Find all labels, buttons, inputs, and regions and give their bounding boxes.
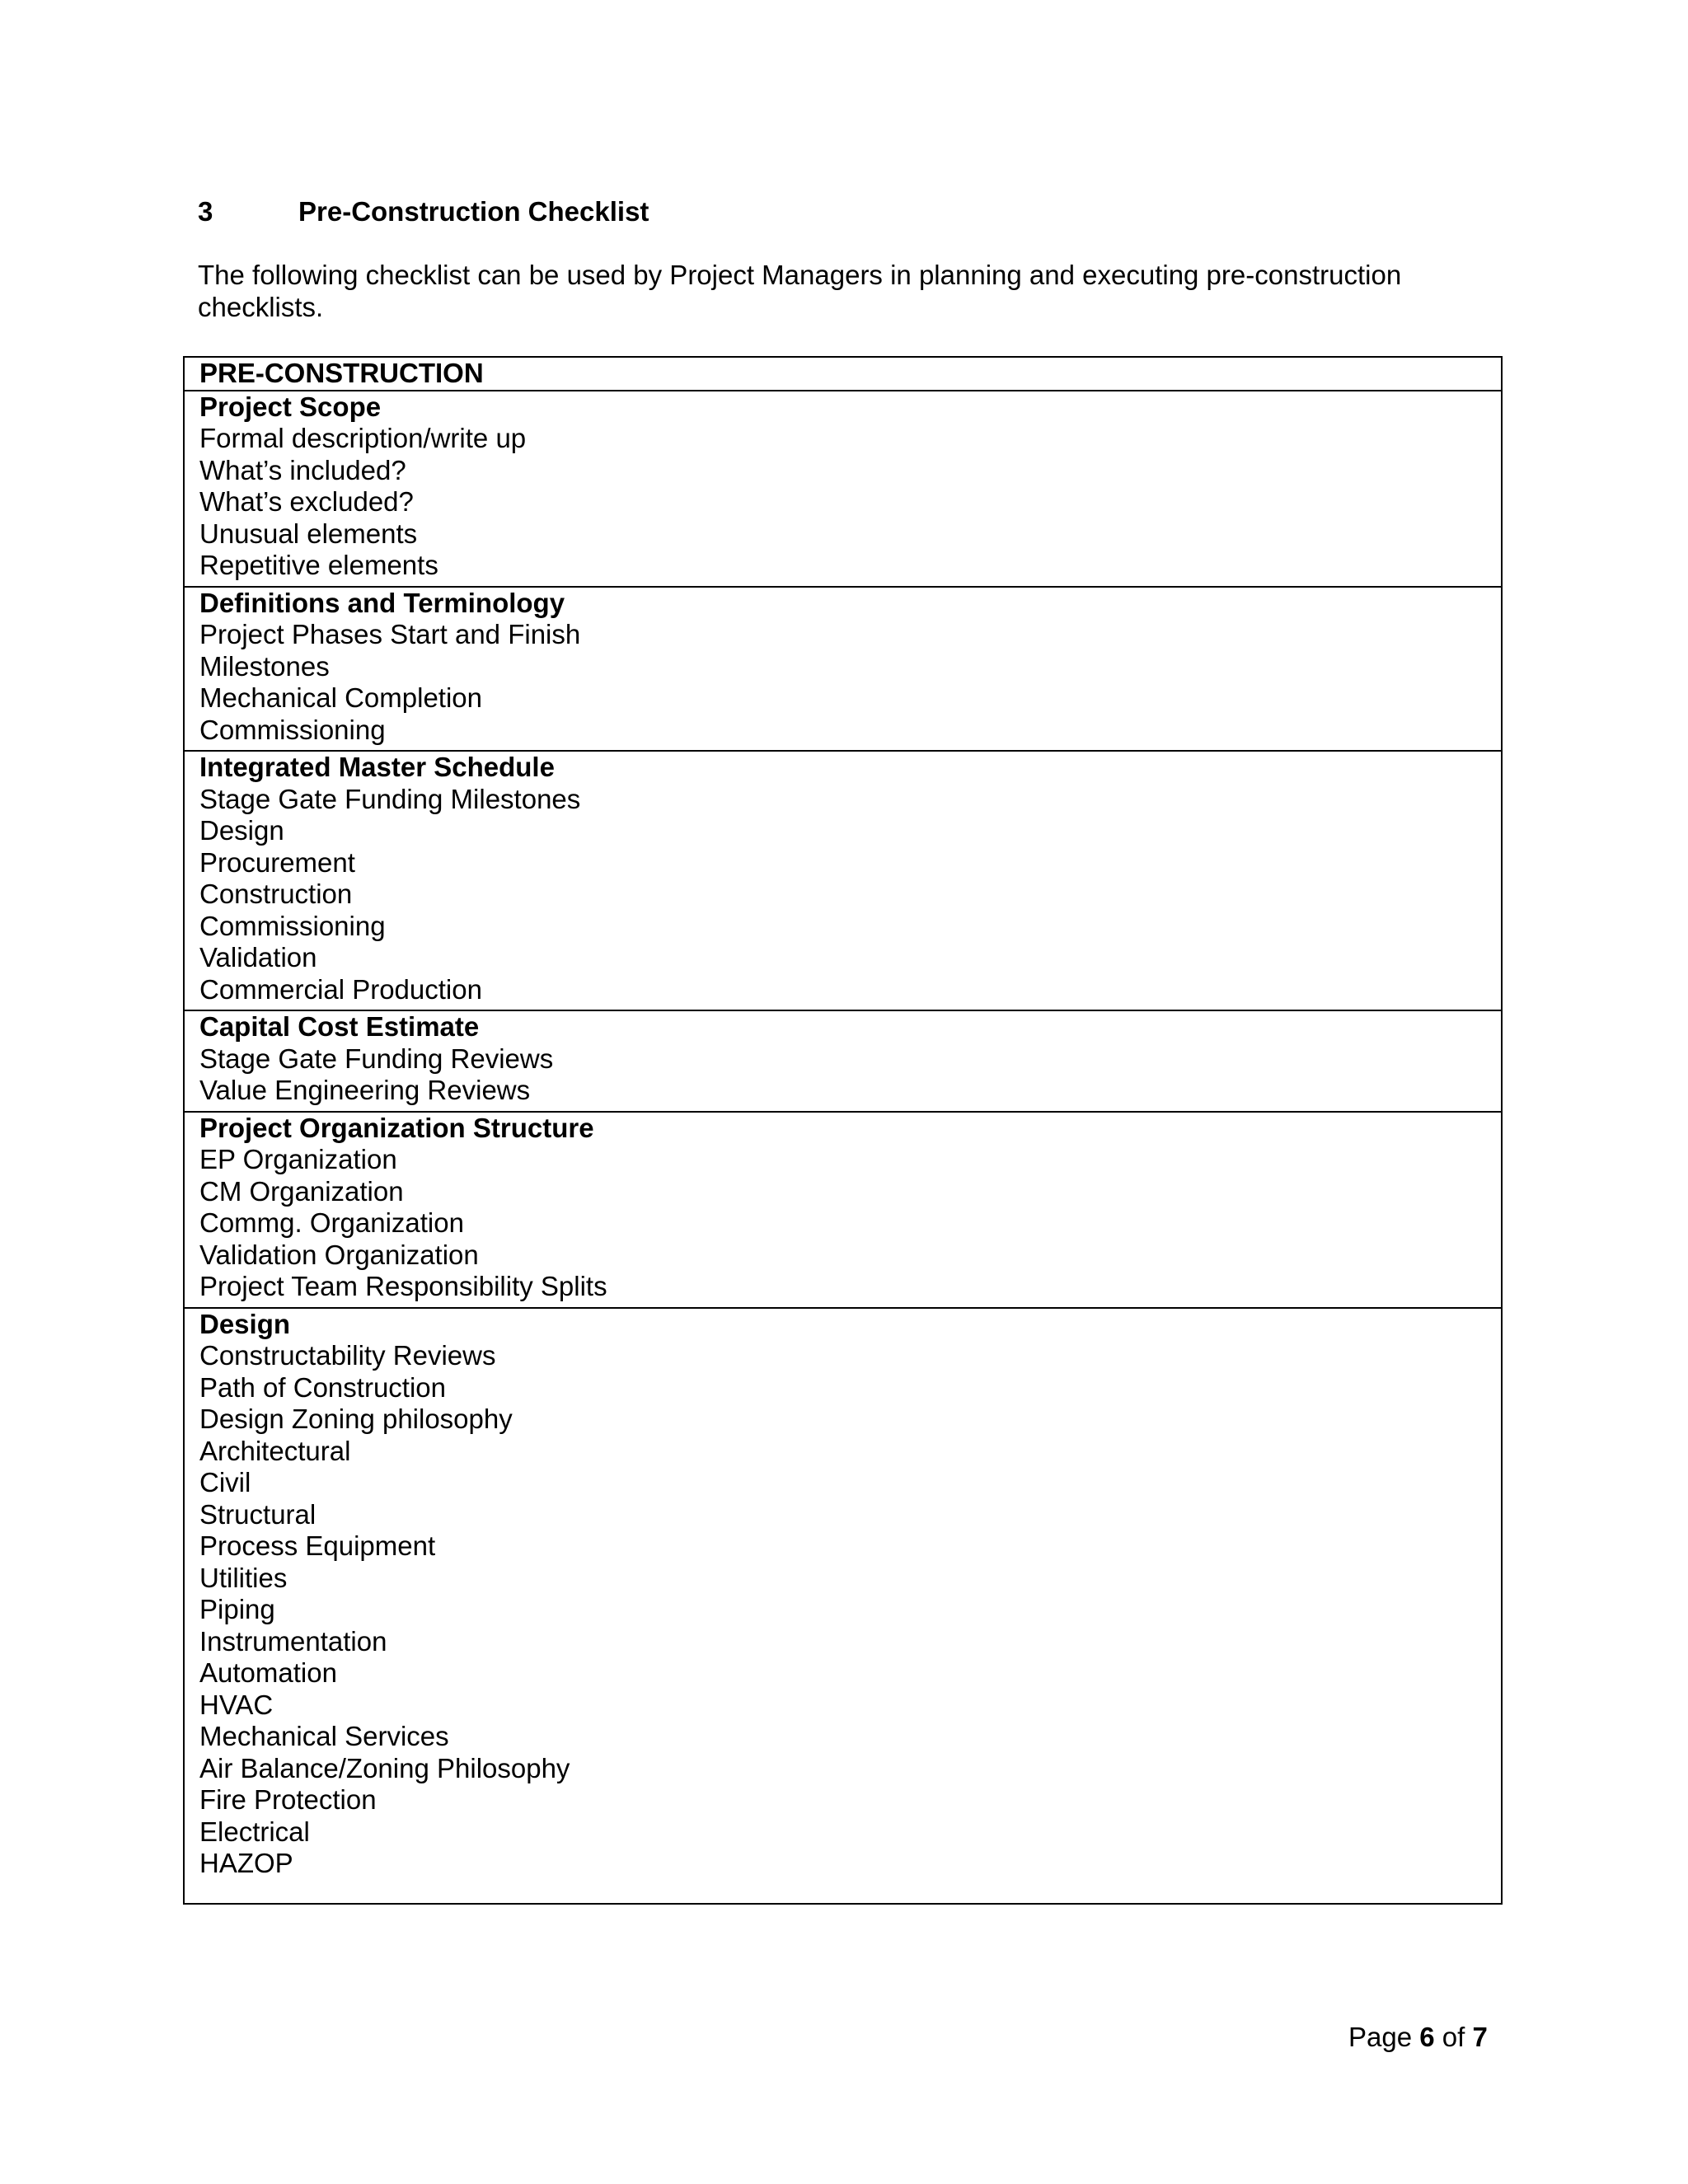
checklist-item: What’s excluded? — [199, 486, 414, 517]
checklist-body — [184, 357, 1502, 1904]
table-header-row — [184, 357, 1502, 391]
checklist-item: Commissioning — [199, 714, 386, 745]
checklist-item: Process Equipment — [199, 1530, 436, 1561]
checklist-item: Project Team Responsibility Splits — [199, 1271, 607, 1301]
checklist-item: Civil — [199, 1467, 251, 1497]
checklist-item: Structural — [199, 1498, 316, 1530]
checklist-group-cell — [184, 1308, 1502, 1904]
current-page: 6 — [1419, 2022, 1435, 2052]
checklist-item: Design — [199, 815, 284, 846]
checklist-item: Stage Gate Funding Milestones — [199, 783, 581, 814]
checklist-group-title: Integrated Master Schedule — [199, 752, 555, 782]
checklist-item: Value Engineering Reviews — [199, 1075, 531, 1105]
checklist-item: Utilities — [199, 1562, 288, 1593]
checklist-item: Procurement — [199, 846, 355, 878]
checklist-item: Repetitive elements — [199, 550, 438, 580]
section-title: Pre-Construction Checklist — [298, 196, 649, 227]
checklist-item: Commg. Organization — [199, 1207, 464, 1238]
checklist-group-cell — [184, 1010, 1502, 1112]
page-number — [1348, 2021, 1488, 2054]
checklist-group-title: Definitions and Terminology — [199, 587, 565, 618]
checklist-item: HVAC — [199, 1689, 274, 1720]
checklist-group-row — [184, 1308, 1502, 1904]
checklist-item: Mechanical Completion — [199, 682, 483, 713]
total-pages: 7 — [1472, 2022, 1488, 2052]
checklist-group-title: Capital Cost Estimate — [199, 1011, 480, 1042]
section-number: 3 — [198, 196, 213, 227]
checklist-item: Path of Construction — [199, 1371, 446, 1403]
checklist-item: Unusual elements — [199, 518, 418, 549]
checklist-item: Automation — [199, 1657, 337, 1688]
checklist-item: Formal description/write up — [199, 423, 527, 453]
table-header: PRE-CONSTRUCTION — [184, 357, 1502, 391]
checklist-group-title: Project Organization Structure — [199, 1112, 594, 1143]
checklist-item: Piping — [199, 1594, 275, 1624]
intro-paragraph: The following checklist can be used by Project Managers in planning and executing pre-construction checklists. — [198, 260, 1402, 322]
checklist-item: Design Zoning philosophy — [199, 1404, 513, 1434]
checklist-item: Construction — [199, 879, 353, 909]
section-heading — [198, 195, 649, 228]
checklist-item: Project Phases Start and Finish — [199, 619, 581, 649]
checklist-group-cell — [184, 391, 1502, 587]
checklist-item: Fire Protection — [199, 1784, 377, 1815]
checklist-item: Validation Organization — [199, 1239, 479, 1270]
checklist-group-row — [184, 751, 1502, 1010]
checklist-item: CM Organization — [199, 1175, 404, 1207]
checklist-group-cell — [184, 587, 1502, 752]
checklist-item: HAZOP — [199, 1848, 293, 1878]
checklist-item: Commercial Production — [199, 973, 482, 1005]
checklist-item: Commissioning — [199, 910, 386, 941]
checklist-group-title: Design — [199, 1308, 291, 1339]
checklist-item: Stage Gate Funding Reviews — [199, 1043, 554, 1074]
checklist-group-row — [184, 587, 1502, 752]
page-word: Page — [1348, 2022, 1413, 2052]
checklist-item: Instrumentation — [199, 1625, 387, 1657]
checklist-group-cell — [184, 1112, 1502, 1308]
checklist-item: Validation — [199, 942, 317, 972]
checklist-group-cell — [184, 751, 1502, 1010]
checklist-item: Constructability Reviews — [199, 1340, 496, 1371]
checklist-item: What’s included? — [199, 454, 406, 485]
checklist-item: Air Balance/Zoning Philosophy — [199, 1752, 570, 1783]
of-word: of — [1442, 2022, 1465, 2052]
checklist-group-row — [184, 391, 1502, 587]
checklist-group-title: Project Scope — [199, 391, 382, 422]
checklist-item: EP Organization — [199, 1144, 397, 1174]
checklist-item: Mechanical Services — [199, 1721, 449, 1751]
checklist-item: Milestones — [199, 650, 330, 682]
checklist-group-row — [184, 1010, 1502, 1112]
pre-construction-checklist-table — [183, 356, 1503, 1905]
checklist-item: Architectural — [199, 1435, 351, 1466]
checklist-group-row — [184, 1112, 1502, 1308]
checklist-item: Electrical — [199, 1816, 310, 1847]
